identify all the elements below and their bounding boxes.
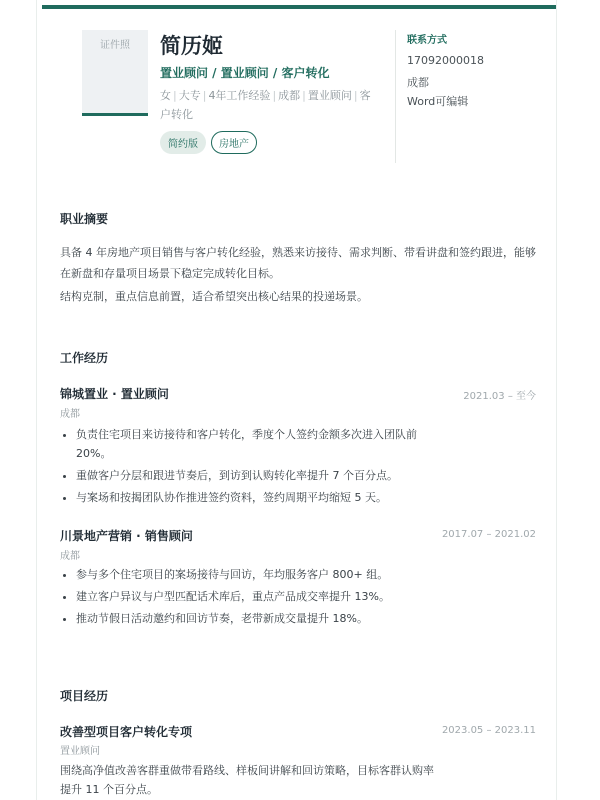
list-item: • 推动节假日活动邀约和回访节奏，老带新成交量提升 18%。 xyxy=(76,609,496,628)
tag-industry: 房地产 xyxy=(211,131,257,154)
project-1-role: 置业顾问 xyxy=(60,746,100,757)
meta-experience: 4年工作经验 xyxy=(208,89,271,102)
job-2-header: 川景地产营销 · 销售顾问 xyxy=(60,529,193,543)
project-1-date: 2023.05 – 2023.11 xyxy=(441,725,536,736)
section-title-projects: 项目经历 xyxy=(60,689,109,703)
photo-placeholder xyxy=(82,30,148,116)
contact-phone: 17092000018 xyxy=(407,54,484,67)
list-item: • 与案场和按揭团队协作推进签约资料，签约周期平均缩短 5 天。 xyxy=(76,488,436,507)
job-2-location: 成都 xyxy=(60,551,80,562)
top-accent-bar xyxy=(42,5,556,9)
photo-label: 证件照 xyxy=(100,40,130,51)
job-1-date: 2021.03 – 至今 xyxy=(463,391,536,402)
page-edge-right xyxy=(556,0,557,800)
job-2-date: 2017.07 – 2021.02 xyxy=(441,529,536,540)
job-1-location: 成都 xyxy=(60,409,80,420)
contact-city: 成都 xyxy=(407,76,429,89)
list-item: • 参与多个住宅项目的案场接待与回访，年均服务客户 800+ 组。 xyxy=(76,565,496,584)
list-item: • 建立客户异议与户型匹配话术库后，重点产品成交率提升 13%。 xyxy=(76,587,496,606)
project-1-description: 围绕高净值改善客群重做带看路线、样板间讲解和回访策略，目标客群认购率提升 11 个百分点。 xyxy=(60,764,434,796)
tag-style: 简约版 xyxy=(160,131,206,154)
list-item: • 重做客户分层和跟进节奏后，到访到认购转化率提升 7 个百分点。 xyxy=(76,466,436,485)
job-1-bullets xyxy=(60,425,436,510)
resume-name: 简历姬 xyxy=(160,34,223,58)
project-1-header: 改善型项目客户转化专项 xyxy=(60,725,193,739)
meta-city: 成都 xyxy=(278,89,301,102)
list-item: • 负责住宅项目来访接待和客户转化，季度个人签约金额多次进入团队前20%。 xyxy=(76,425,436,463)
meta-gender: 女 xyxy=(160,89,171,102)
summary-paragraph-1: 具备 4 年房地产项目销售与客户转化经验，熟悉来访接待、需求判断、带看讲盘和签约跟进，能够在新盘和存量项目场景下稳定完成转化目标。 xyxy=(60,246,536,280)
personal-meta: 女 | 大专 | 4年工作经验 | 成都 | 置业顾问 | 客户转化 xyxy=(160,89,371,121)
job-title-line: 置业顾问 / 置业顾问 / 客户转化 xyxy=(160,66,330,80)
section-title-summary: 职业摘要 xyxy=(60,212,109,226)
contact-title: 联系方式 xyxy=(407,35,447,46)
tag-list xyxy=(160,131,257,154)
header-divider xyxy=(395,30,396,163)
job-2-bullets xyxy=(60,565,496,631)
job-1-header: 锦城置业 · 置业顾问 xyxy=(60,387,169,401)
meta-role: 置业顾问 xyxy=(307,89,352,102)
meta-education: 大专 xyxy=(178,89,201,102)
contact-note: Word可编辑 xyxy=(407,95,469,108)
section-title-work: 工作经历 xyxy=(60,351,109,365)
summary-paragraph-2: 结构克制，重点信息前置，适合希望突出核心结果的投递场景。 xyxy=(60,290,368,303)
page-edge-left xyxy=(36,0,37,800)
meta-focus: 客户转化 xyxy=(160,89,371,121)
